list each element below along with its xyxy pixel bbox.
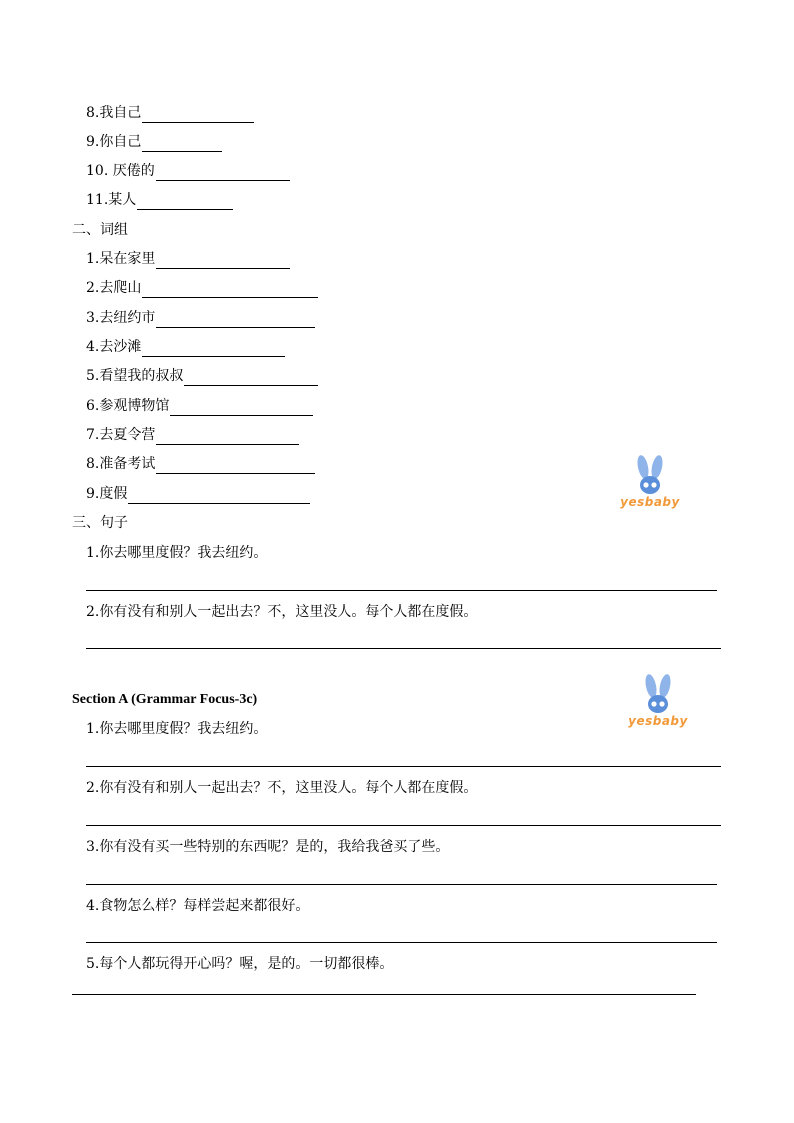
phrase-label: 8.准备考试 <box>86 456 156 472</box>
answer-blank[interactable] <box>137 193 233 210</box>
answer-line[interactable] <box>86 766 721 767</box>
answer-blank[interactable] <box>142 106 254 123</box>
phrase-item <box>86 425 299 445</box>
answer-blank[interactable] <box>156 428 299 445</box>
vocab-item-label: 11.某人 <box>86 192 137 208</box>
phrase-item <box>86 308 315 328</box>
answer-blank[interactable] <box>156 311 315 328</box>
answer-line[interactable] <box>86 942 717 943</box>
sentence-prompt: 1.你去哪里度假？我去纽约。 <box>86 721 268 737</box>
answer-line[interactable] <box>86 884 717 885</box>
phrase-label: 4.去沙滩 <box>86 339 142 355</box>
vocab-item <box>86 190 233 210</box>
phrase-item <box>86 337 285 357</box>
phrase-item <box>86 454 315 474</box>
answer-line[interactable] <box>86 590 717 591</box>
phrase-item <box>86 366 318 386</box>
answer-blank[interactable] <box>156 457 315 474</box>
answer-blank[interactable] <box>142 340 285 357</box>
answer-blank[interactable] <box>142 281 318 298</box>
answer-line[interactable] <box>86 648 721 649</box>
phrase-label: 2.去爬山 <box>86 280 142 296</box>
vocab-item-label: 9.你自己 <box>86 134 142 150</box>
sentence-prompt: 2.你有没有和别人一起出去？不，这里没人。每个人都在度假。 <box>86 780 478 796</box>
sentence-prompt: 3.你有没有买一些特别的东西呢？是的，我给我爸买了些。 <box>86 839 450 855</box>
sentence-prompt: 4.食物怎么样？每样尝起来都很好。 <box>86 898 310 914</box>
vocab-item <box>86 132 222 152</box>
answer-blank[interactable] <box>128 487 310 504</box>
bunny-icon <box>623 674 693 716</box>
phrase-item <box>86 249 290 269</box>
phrase-item <box>86 484 310 504</box>
vocab-item <box>86 103 254 123</box>
phrase-label: 3.去纽约市 <box>86 310 156 326</box>
section-heading-sentences: 三、句子 <box>72 515 128 531</box>
phrase-label: 5.看望我的叔叔 <box>86 368 184 384</box>
phrase-item <box>86 396 313 416</box>
answer-line[interactable] <box>86 825 721 826</box>
sentence-prompt: 1.你去哪里度假？我去纽约。 <box>86 545 268 561</box>
yesbaby-logo <box>615 455 685 515</box>
answer-blank[interactable] <box>184 369 318 386</box>
phrase-label: 6.参观博物馆 <box>86 398 170 414</box>
answer-blank[interactable] <box>142 135 222 152</box>
sentence-prompt: 5.每个人都玩得开心吗？喔，是的。一切都很棒。 <box>86 956 394 972</box>
logo-wordmark: yesbaby <box>628 714 688 728</box>
section-heading-grammar: Section A (Grammar Focus-3c) <box>72 692 258 707</box>
answer-blank[interactable] <box>156 252 290 269</box>
answer-blank[interactable] <box>170 399 313 416</box>
phrase-label: 9.度假 <box>86 486 128 502</box>
answer-blank[interactable] <box>156 164 290 181</box>
logo-wordmark: yesbaby <box>620 495 680 509</box>
yesbaby-logo <box>623 674 693 734</box>
vocab-item <box>86 161 290 181</box>
sentence-prompt: 2.你有没有和别人一起出去？不，这里没人。每个人都在度假。 <box>86 604 478 620</box>
phrase-item <box>86 278 318 298</box>
phrase-label: 1.呆在家里 <box>86 251 156 267</box>
vocab-item-label: 8.我自己 <box>86 105 142 121</box>
phrase-label: 7.去夏令营 <box>86 427 156 443</box>
answer-line[interactable] <box>72 994 696 995</box>
section-heading-phrases: 二、词组 <box>72 222 128 238</box>
vocab-item-label: 10. 厌倦的 <box>86 163 155 179</box>
bunny-icon <box>615 455 685 497</box>
